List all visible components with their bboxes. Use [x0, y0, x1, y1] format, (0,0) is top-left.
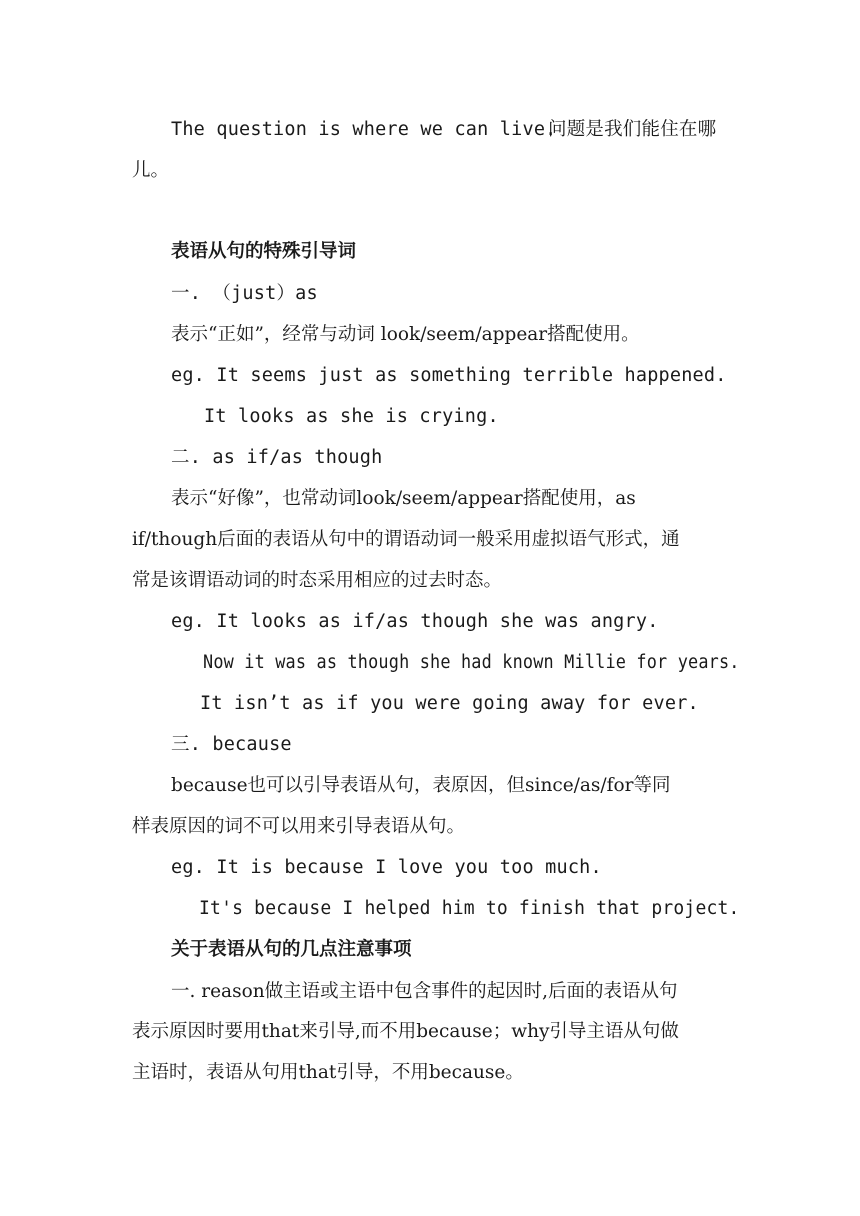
intro-chinese: 问题是我们能住在哪: [548, 119, 717, 140]
document-page: The question is where we can live. 问题是我们能住在哪 儿。 表语从句的特殊引导词 一. （just）as 表示“正如”，经常与动词 look/seem/appear搭配使用。 eg. It seems just as something terrible happened. It looks as she is crying. 二. as if/as though 表示“好像”，也常动词look/seem/appear搭配使用，as if/though后面的表语从句中的谓语动词一般采用虚拟语气形式，通 常是该谓语动词的时态采用相应的过去时态。 eg. It looks as if/as though she was angry. Now it was as though she had known Millie for years. It isn’t as if you were going away for ever. 三. because because也可以引导表语从句，表原因，但since/as/for等同 样表原因的词不可以用来引导表语从句。 eg. It is because I love you too much. It's because I helped him to finish that project. 关于表语从句的几点注意事项 一. reason做主语或主语中包含事件的起因时,后面的表语从句 表示原因时要用that来引导,而不用because；why引导主语从句做 主语时，表语从句用that引导，不用because。: [132, 119, 740, 1083]
intro-chinese-cont: 儿。: [132, 160, 170, 181]
intro-english: The question is where we can live.: [171, 119, 557, 140]
